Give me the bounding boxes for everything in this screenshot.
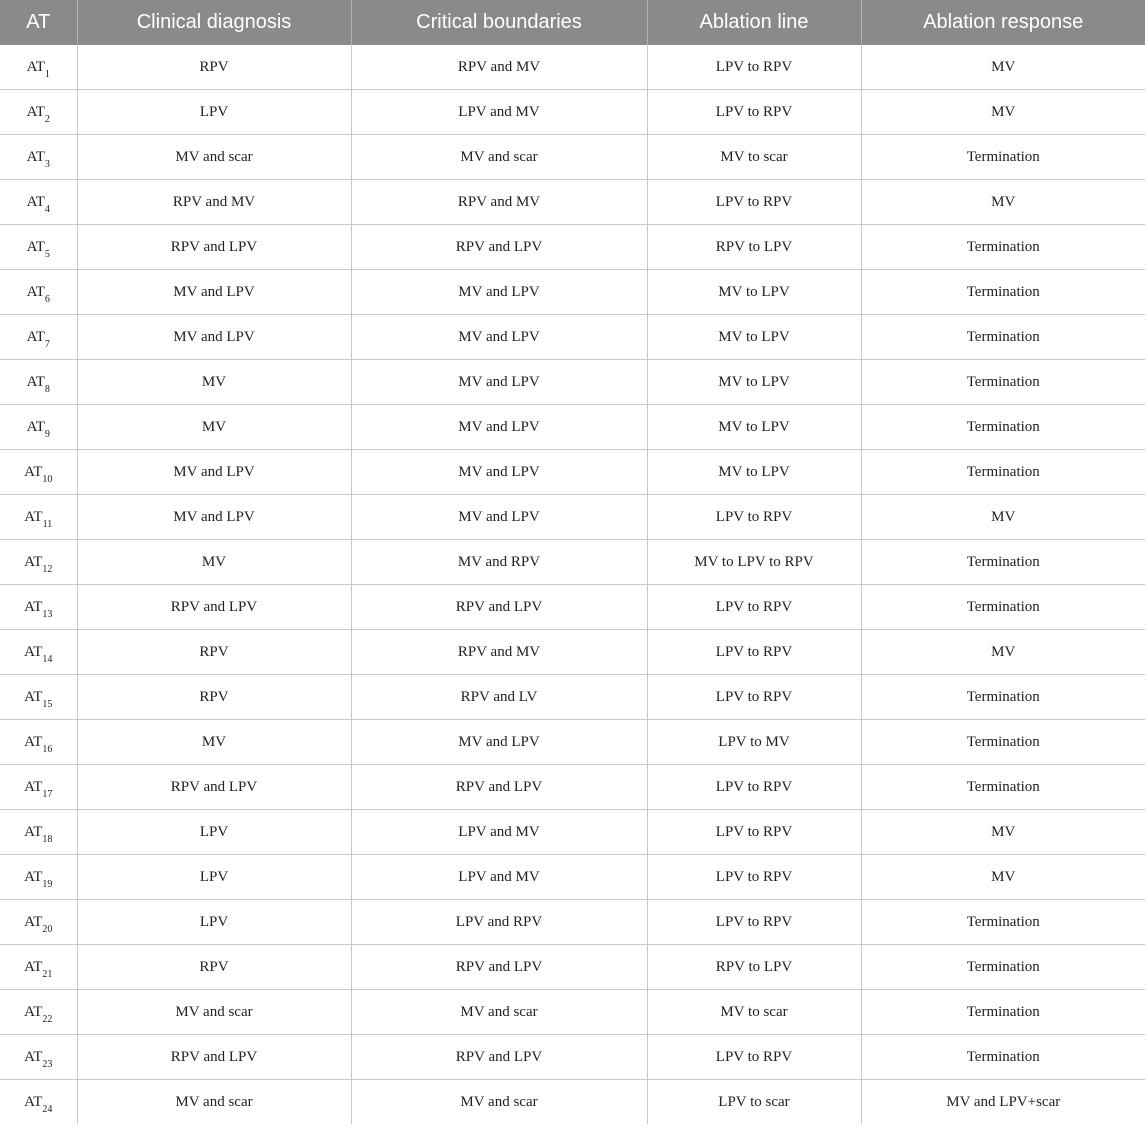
at-prefix: AT <box>24 553 43 570</box>
cell-at <box>0 315 77 360</box>
cell-clinical-diagnosis: MV <box>77 720 351 765</box>
table-row <box>0 900 1145 945</box>
cell-at <box>0 495 77 540</box>
table-row <box>0 675 1145 720</box>
cell-ablation-line: MV to LPV to RPV <box>647 540 861 585</box>
at-prefix: AT <box>26 283 45 300</box>
cell-at <box>0 630 77 675</box>
cell-ablation-response: Termination <box>861 315 1145 360</box>
at-prefix: AT <box>24 598 43 615</box>
at-prefix: AT <box>26 238 45 255</box>
table-row <box>0 90 1145 135</box>
cell-clinical-diagnosis: LPV <box>77 90 351 135</box>
table-row <box>0 360 1145 405</box>
table-row <box>0 630 1145 675</box>
cell-at <box>0 900 77 945</box>
cell-ablation-line: LPV to RPV <box>647 1035 861 1080</box>
cell-critical-boundaries: MV and LPV <box>351 360 647 405</box>
table-row <box>0 495 1145 540</box>
cell-at <box>0 720 77 765</box>
at-prefix: AT <box>24 1093 43 1110</box>
table-row <box>0 405 1145 450</box>
at-subscript: 9 <box>44 428 50 440</box>
at-prefix: AT <box>26 328 45 345</box>
cell-ablation-response: Termination <box>861 720 1145 765</box>
cell-critical-boundaries: RPV and LPV <box>351 765 647 810</box>
table-row <box>0 765 1145 810</box>
cell-critical-boundaries: MV and LPV <box>351 405 647 450</box>
cell-ablation-line: LPV to RPV <box>647 180 861 225</box>
table-header <box>0 0 1145 45</box>
cell-clinical-diagnosis: MV and LPV <box>77 450 351 495</box>
table-row <box>0 225 1145 270</box>
at-subscript: 22 <box>42 1013 53 1025</box>
cell-critical-boundaries: RPV and MV <box>351 630 647 675</box>
cell-critical-boundaries: RPV and MV <box>351 180 647 225</box>
cell-at <box>0 135 77 180</box>
cell-ablation-response: Termination <box>861 135 1145 180</box>
table-row <box>0 990 1145 1035</box>
cell-at <box>0 90 77 135</box>
at-prefix: AT <box>24 463 43 480</box>
table-row <box>0 720 1145 765</box>
at-subscript: 5 <box>44 248 50 260</box>
at-subscript: 17 <box>42 788 53 800</box>
cell-ablation-response: MV <box>861 45 1145 90</box>
at-subscript: 23 <box>42 1058 53 1070</box>
cell-ablation-line: RPV to LPV <box>647 945 861 990</box>
cell-ablation-response: MV <box>861 90 1145 135</box>
at-subscript: 1 <box>44 68 50 80</box>
cell-ablation-response: Termination <box>861 540 1145 585</box>
cell-ablation-line: LPV to RPV <box>647 585 861 630</box>
at-subscript: 11 <box>42 518 53 530</box>
cell-ablation-response: Termination <box>861 360 1145 405</box>
cell-ablation-response: Termination <box>861 225 1145 270</box>
table-row <box>0 945 1145 990</box>
cell-ablation-response: Termination <box>861 270 1145 315</box>
cell-clinical-diagnosis: RPV and MV <box>77 180 351 225</box>
cell-critical-boundaries: LPV and MV <box>351 90 647 135</box>
cell-ablation-line: LPV to RPV <box>647 90 861 135</box>
cell-clinical-diagnosis: LPV <box>77 855 351 900</box>
table-row <box>0 1035 1145 1080</box>
at-subscript: 24 <box>42 1103 53 1115</box>
cell-at <box>0 360 77 405</box>
cell-ablation-line: LPV to RPV <box>647 855 861 900</box>
at-subscript: 21 <box>42 968 53 980</box>
cell-ablation-line: LPV to RPV <box>647 495 861 540</box>
cell-clinical-diagnosis: RPV and LPV <box>77 585 351 630</box>
cell-ablation-line: LPV to RPV <box>647 900 861 945</box>
cell-at <box>0 405 77 450</box>
at-subscript: 6 <box>44 293 50 305</box>
cell-clinical-diagnosis: MV <box>77 360 351 405</box>
cell-ablation-line: MV to scar <box>647 990 861 1035</box>
cell-critical-boundaries: MV and LPV <box>351 315 647 360</box>
header-ablation-response: Ablation response <box>861 0 1145 45</box>
cell-clinical-diagnosis: RPV and LPV <box>77 225 351 270</box>
cell-ablation-line: MV to LPV <box>647 405 861 450</box>
at-subscript: 8 <box>44 383 50 395</box>
header-row <box>0 0 1145 45</box>
cell-ablation-response: MV <box>861 495 1145 540</box>
cell-ablation-line: RPV to LPV <box>647 225 861 270</box>
cell-ablation-response: MV <box>861 630 1145 675</box>
cell-clinical-diagnosis: MV and LPV <box>77 315 351 360</box>
cell-clinical-diagnosis: MV and scar <box>77 1080 351 1125</box>
cell-clinical-diagnosis: RPV <box>77 45 351 90</box>
at-subscript: 4 <box>44 203 50 215</box>
cell-at <box>0 585 77 630</box>
cell-ablation-line: MV to LPV <box>647 360 861 405</box>
cell-critical-boundaries: RPV and LPV <box>351 585 647 630</box>
header-clinical-diagnosis: Clinical diagnosis <box>77 0 351 45</box>
at-prefix: AT <box>24 733 43 750</box>
at-prefix: AT <box>24 958 43 975</box>
cell-critical-boundaries: MV and LPV <box>351 270 647 315</box>
cell-ablation-line: LPV to RPV <box>647 810 861 855</box>
cell-ablation-response: Termination <box>861 585 1145 630</box>
cell-critical-boundaries: MV and scar <box>351 990 647 1035</box>
cell-critical-boundaries: RPV and LPV <box>351 945 647 990</box>
table-row <box>0 1080 1145 1125</box>
table-body <box>0 45 1145 1124</box>
cell-ablation-response: MV <box>861 180 1145 225</box>
cell-critical-boundaries: LPV and MV <box>351 810 647 855</box>
cell-ablation-line: MV to LPV <box>647 270 861 315</box>
cell-clinical-diagnosis: MV and scar <box>77 990 351 1035</box>
cell-clinical-diagnosis: RPV <box>77 630 351 675</box>
cell-ablation-line: LPV to MV <box>647 720 861 765</box>
cell-critical-boundaries: MV and LPV <box>351 450 647 495</box>
cell-critical-boundaries: MV and scar <box>351 1080 647 1125</box>
cell-at <box>0 855 77 900</box>
cell-at <box>0 225 77 270</box>
cell-critical-boundaries: RPV and LPV <box>351 1035 647 1080</box>
cell-critical-boundaries: RPV and LV <box>351 675 647 720</box>
header-critical-boundaries: Critical boundaries <box>351 0 647 45</box>
at-prefix: AT <box>24 688 43 705</box>
at-prefix: AT <box>24 1048 43 1065</box>
at-prefix: AT <box>24 868 43 885</box>
at-prefix: AT <box>26 373 45 390</box>
cell-ablation-response: MV <box>861 855 1145 900</box>
at-subscript: 10 <box>42 473 53 485</box>
at-prefix: AT <box>24 778 43 795</box>
cell-ablation-response: Termination <box>861 900 1145 945</box>
cell-clinical-diagnosis: RPV and LPV <box>77 765 351 810</box>
at-subscript: 3 <box>44 158 50 170</box>
table-row <box>0 540 1145 585</box>
cell-ablation-line: MV to LPV <box>647 315 861 360</box>
table-row <box>0 315 1145 360</box>
cell-at <box>0 675 77 720</box>
cell-clinical-diagnosis: RPV and LPV <box>77 1035 351 1080</box>
cell-clinical-diagnosis: LPV <box>77 810 351 855</box>
cell-ablation-response: MV <box>861 810 1145 855</box>
table-row <box>0 135 1145 180</box>
at-prefix: AT <box>26 58 45 75</box>
cell-ablation-line: LPV to RPV <box>647 765 861 810</box>
header-ablation-line: Ablation line <box>647 0 861 45</box>
cell-at <box>0 45 77 90</box>
cell-ablation-line: LPV to RPV <box>647 630 861 675</box>
cell-at <box>0 180 77 225</box>
at-subscript: 16 <box>42 743 53 755</box>
at-subscript: 2 <box>44 113 50 125</box>
at-subscript: 15 <box>42 698 53 710</box>
cell-clinical-diagnosis: RPV <box>77 945 351 990</box>
at-prefix: AT <box>26 103 45 120</box>
cell-ablation-response: Termination <box>861 945 1145 990</box>
cell-critical-boundaries: MV and RPV <box>351 540 647 585</box>
cell-ablation-response: Termination <box>861 405 1145 450</box>
cell-ablation-response: Termination <box>861 1035 1145 1080</box>
at-prefix: AT <box>24 913 43 930</box>
at-prefix: AT <box>26 148 45 165</box>
cell-critical-boundaries: LPV and MV <box>351 855 647 900</box>
cell-at <box>0 1080 77 1125</box>
table-row <box>0 45 1145 90</box>
cell-clinical-diagnosis: LPV <box>77 900 351 945</box>
cell-at <box>0 765 77 810</box>
cell-at <box>0 945 77 990</box>
cell-at <box>0 450 77 495</box>
cell-clinical-diagnosis: RPV <box>77 675 351 720</box>
at-subscript: 14 <box>42 653 53 665</box>
at-subscript: 7 <box>44 338 50 350</box>
cell-ablation-response: Termination <box>861 450 1145 495</box>
cell-ablation-line: LPV to RPV <box>647 45 861 90</box>
cell-ablation-line: MV to LPV <box>647 450 861 495</box>
table-row <box>0 180 1145 225</box>
at-prefix: AT <box>24 823 43 840</box>
cell-clinical-diagnosis: MV and scar <box>77 135 351 180</box>
cell-ablation-response: Termination <box>861 675 1145 720</box>
cell-critical-boundaries: MV and scar <box>351 135 647 180</box>
cell-ablation-response: Termination <box>861 990 1145 1035</box>
table-row <box>0 270 1145 315</box>
table-row <box>0 810 1145 855</box>
cell-at <box>0 270 77 315</box>
at-subscript: 12 <box>42 563 53 575</box>
at-prefix: AT <box>24 643 43 660</box>
at-prefix: AT <box>24 1003 43 1020</box>
table-row <box>0 855 1145 900</box>
at-subscript: 13 <box>42 608 53 620</box>
cell-clinical-diagnosis: MV <box>77 540 351 585</box>
at-subscript: 18 <box>42 833 53 845</box>
cell-clinical-diagnosis: MV <box>77 405 351 450</box>
header-at: AT <box>0 0 77 45</box>
at-prefix: AT <box>26 418 45 435</box>
cell-ablation-response: MV and LPV+scar <box>861 1080 1145 1125</box>
cell-at <box>0 540 77 585</box>
cell-ablation-line: LPV to RPV <box>647 675 861 720</box>
cell-at <box>0 990 77 1035</box>
cell-critical-boundaries: MV and LPV <box>351 495 647 540</box>
cell-critical-boundaries: RPV and MV <box>351 45 647 90</box>
at-subscript: 19 <box>42 878 53 890</box>
table-row <box>0 585 1145 630</box>
at-prefix: AT <box>26 193 45 210</box>
cell-ablation-line: MV to scar <box>647 135 861 180</box>
cell-at <box>0 1035 77 1080</box>
cell-critical-boundaries: LPV and RPV <box>351 900 647 945</box>
cell-at <box>0 810 77 855</box>
cell-clinical-diagnosis: MV and LPV <box>77 270 351 315</box>
cell-critical-boundaries: MV and LPV <box>351 720 647 765</box>
table-row <box>0 450 1145 495</box>
at-prefix: AT <box>24 508 43 525</box>
cell-ablation-line: LPV to scar <box>647 1080 861 1125</box>
cell-clinical-diagnosis: MV and LPV <box>77 495 351 540</box>
cell-critical-boundaries: RPV and LPV <box>351 225 647 270</box>
cell-ablation-response: Termination <box>861 765 1145 810</box>
at-subscript: 20 <box>42 923 53 935</box>
